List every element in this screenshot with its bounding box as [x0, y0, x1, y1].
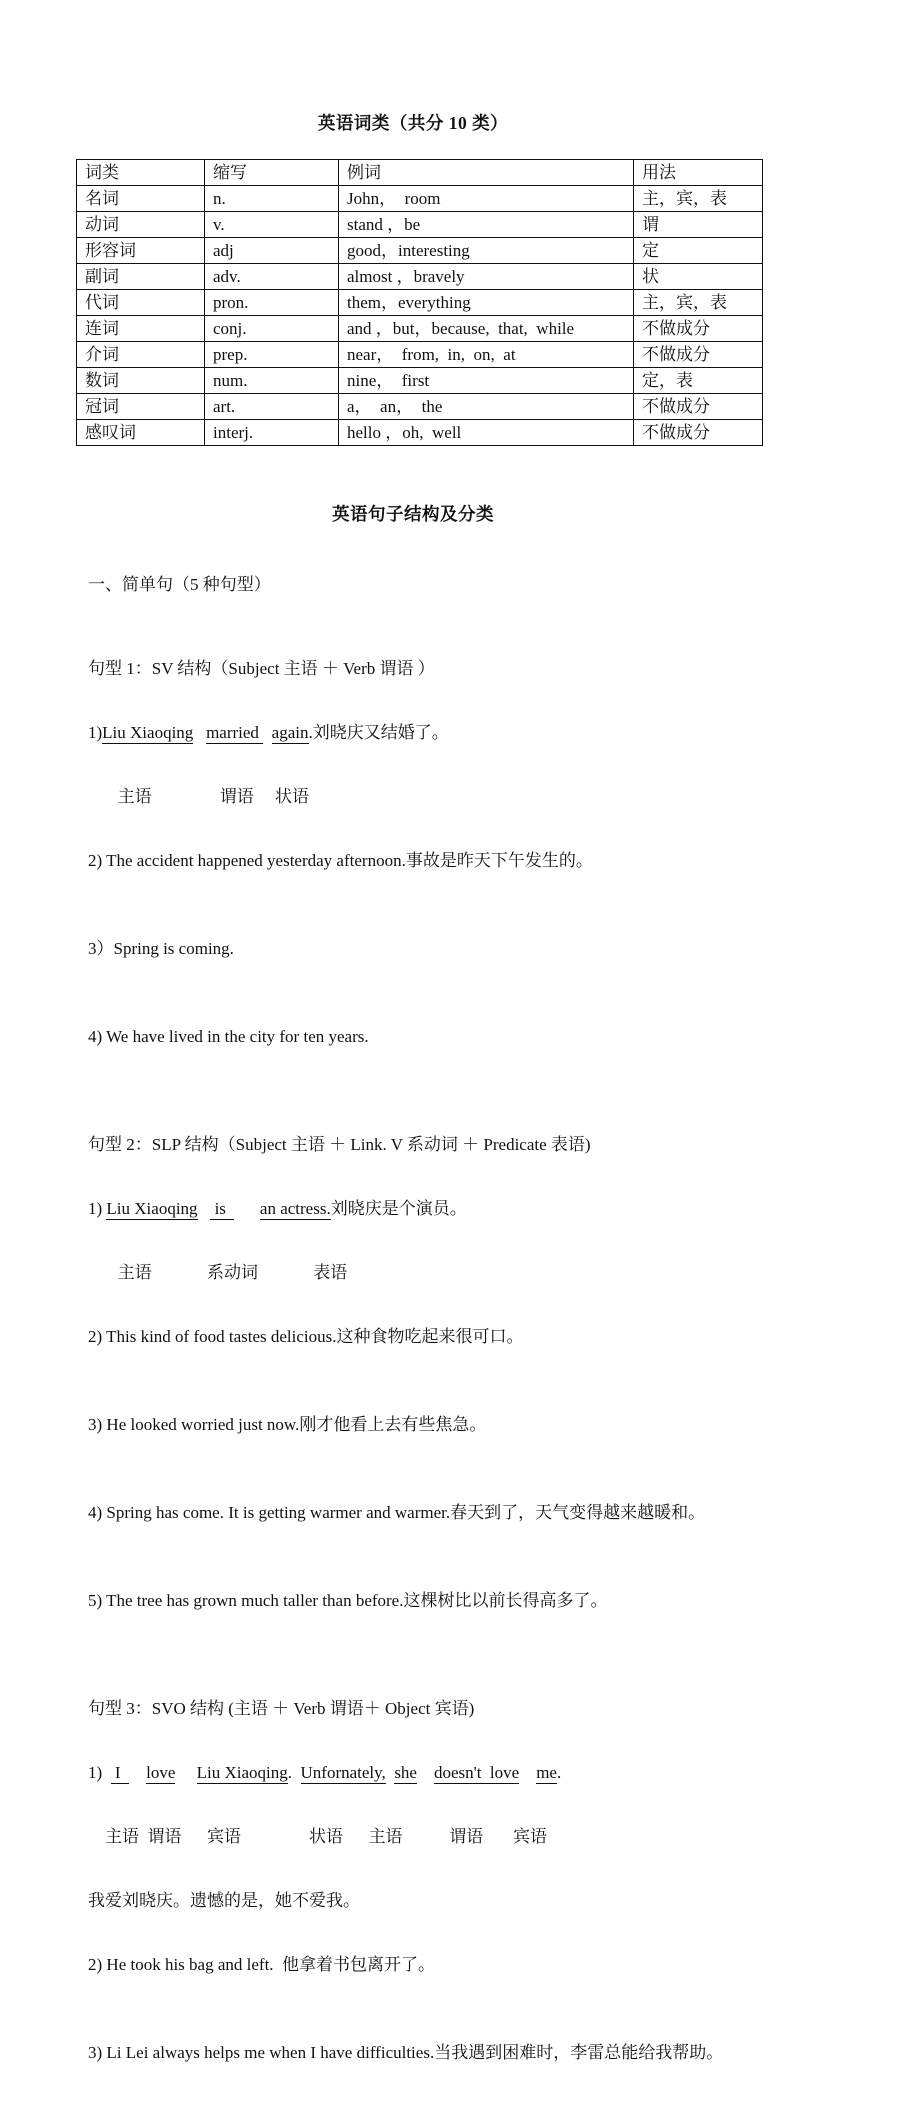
table-cell: 动词 [77, 212, 205, 238]
underlined-word: Liu Xiaoqing [196, 1763, 288, 1782]
body-content [88, 533, 878, 2105]
table-cell: John， room [339, 186, 634, 212]
pattern2-labels: 主语 系动词 表语 [88, 1263, 348, 1282]
pattern1-labels: 主语 谓语 状语 [88, 787, 309, 806]
pattern3-example2: 2) He took his bag and left. 他拿着书包离开了。 [88, 1955, 436, 1974]
underlined-word: married [206, 723, 264, 742]
table-row [77, 264, 763, 290]
text-segment [129, 1763, 146, 1782]
table-cell: them，everything [339, 290, 634, 316]
table-cell: 定，表 [634, 368, 763, 394]
table-cell: adj [205, 238, 339, 264]
pattern3-labels: 主语 谓语 宾语 状语 主语 谓语 宾语 [88, 1827, 547, 1846]
text-segment [102, 1763, 111, 1782]
table-cell: 形容词 [77, 238, 205, 264]
table-cell: 冠词 [77, 394, 205, 420]
underlined-word: she [394, 1763, 417, 1782]
section-intro: 一、简单句（5 种句型） [88, 575, 271, 594]
pattern3-translation: 我爱刘晓庆。遗憾的是，她不爱我。 [88, 1891, 360, 1910]
table-cell: 名词 [77, 186, 205, 212]
text-segment [234, 1199, 260, 1218]
text-segment: . [556, 1763, 562, 1782]
table-cell: good，interesting [339, 238, 634, 264]
table-cell: prep. [205, 342, 339, 368]
table-row [77, 316, 763, 342]
pattern2-example1 [88, 1197, 878, 1221]
pattern3-title: 句型 3：SVO 结构 (主语 ＋ Verb 谓语＋ Object 宾语) [88, 1699, 475, 1718]
column-header: 用法 [634, 160, 763, 186]
column-header: 例词 [339, 160, 634, 186]
table-row [77, 186, 763, 212]
table-cell: 不做成分 [634, 342, 763, 368]
table-cell: 代词 [77, 290, 205, 316]
table-cell: art. [205, 394, 339, 420]
pattern3-example3: 3) Li Lei always helps me when I have difficulties.当我遇到困难时，李雷总能给我帮助。 [88, 2043, 724, 2062]
table-row [77, 394, 763, 420]
table-body [77, 186, 763, 446]
table-cell: n. [205, 186, 339, 212]
underlined-word: an actress. [259, 1199, 331, 1218]
text-segment [417, 1763, 434, 1782]
underlined-word: me [536, 1763, 557, 1782]
text-segment: .刘晓庆又结婚了。 [308, 723, 449, 742]
table-cell: nine， first [339, 368, 634, 394]
table-cell: 不做成分 [634, 316, 763, 342]
underlined-word: I [110, 1763, 130, 1782]
text-segment [263, 723, 272, 742]
underlined-word: Unfornately, [300, 1763, 386, 1782]
table-cell: num. [205, 368, 339, 394]
pattern1-title: 句型 1：SV 结构（Subject 主语 ＋ Verb 谓语 ） [88, 659, 435, 678]
table-cell: 感叹词 [77, 420, 205, 446]
pattern2-example5: 5) The tree has grown much taller than before.这棵树比以前长得高多了。 [88, 1591, 608, 1610]
table-cell: near， from, in, on, at [339, 342, 634, 368]
text-segment: 1) [88, 723, 103, 742]
table-cell: 介词 [77, 342, 205, 368]
pattern2-example2: 2) This kind of food tastes delicious.这种食物吃起来很可口。 [88, 1327, 524, 1346]
table-cell: conj. [205, 316, 339, 342]
table-cell: pron. [205, 290, 339, 316]
section-title: 英语句子结构及分类 [332, 504, 494, 524]
table-cell: 定 [634, 238, 763, 264]
pattern1-example2: 2) The accident happened yesterday afternoon.事故是昨天下午发生的。 [88, 851, 593, 870]
underlined-word: doesn't love [433, 1763, 520, 1782]
table-cell: interj. [205, 420, 339, 446]
text-segment [175, 1763, 196, 1782]
word-classes-table [76, 159, 763, 446]
table-cell: 主，宾，表 [634, 290, 763, 316]
table-cell: 数词 [77, 368, 205, 394]
table-row [77, 238, 763, 264]
table-cell: hello ，oh, well [339, 420, 634, 446]
table-cell: 不做成分 [634, 420, 763, 446]
table-cell: stand ，be [339, 212, 634, 238]
pattern1-example4: 4) We have lived in the city for ten years. [88, 1027, 369, 1046]
text-segment [519, 1763, 536, 1782]
text-segment: . [287, 1763, 301, 1782]
text-segment: 1) [88, 1763, 103, 1782]
underlined-word: Liu Xiaoqing [102, 723, 194, 742]
pattern3-example1 [88, 1761, 878, 1785]
table-cell: 连词 [77, 316, 205, 342]
table-cell: 主，宾，表 [634, 186, 763, 212]
table-cell: adv. [205, 264, 339, 290]
table-cell: almost ，bravely [339, 264, 634, 290]
pattern2-example3: 3) He looked worried just now.刚才他看上去有些焦急。 [88, 1415, 487, 1434]
text-segment [193, 723, 206, 742]
table-cell: and ，but，because, that, while [339, 316, 634, 342]
table-cell: a， an， the [339, 394, 634, 420]
underlined-word: Liu Xiaoqing [106, 1199, 198, 1218]
table-cell: 副词 [77, 264, 205, 290]
column-header: 词类 [77, 160, 205, 186]
table-cell: 谓 [634, 212, 763, 238]
table-header-row [77, 160, 763, 186]
column-header: 缩写 [205, 160, 339, 186]
pattern1-example1 [88, 721, 878, 745]
text-segment: 1) [88, 1199, 107, 1218]
underlined-word: again [271, 723, 309, 742]
table-cell: 状 [634, 264, 763, 290]
table-row [77, 342, 763, 368]
table-row [77, 212, 763, 238]
text-segment: 刘晓庆是个演员。 [330, 1199, 467, 1218]
pattern1-example3: 3）Spring is coming. [88, 939, 234, 958]
pattern2-title: 句型 2：SLP 结构（Subject 主语 ＋ Link. V 系动词 ＋ Predicate 表语) [88, 1135, 591, 1154]
underlined-word: love [146, 1763, 176, 1782]
page-title: 英语词类（共分 10 类） [317, 113, 509, 133]
table-row [77, 368, 763, 394]
table-row [77, 420, 763, 446]
table-cell: 不做成分 [634, 394, 763, 420]
table-cell: v. [205, 212, 339, 238]
text-segment [198, 1199, 211, 1218]
underlined-word: is [210, 1199, 235, 1218]
table-row [77, 290, 763, 316]
pattern2-example4: 4) Spring has come. It is getting warmer and warmer.春天到了，天气变得越来越暖和。 [88, 1503, 706, 1522]
